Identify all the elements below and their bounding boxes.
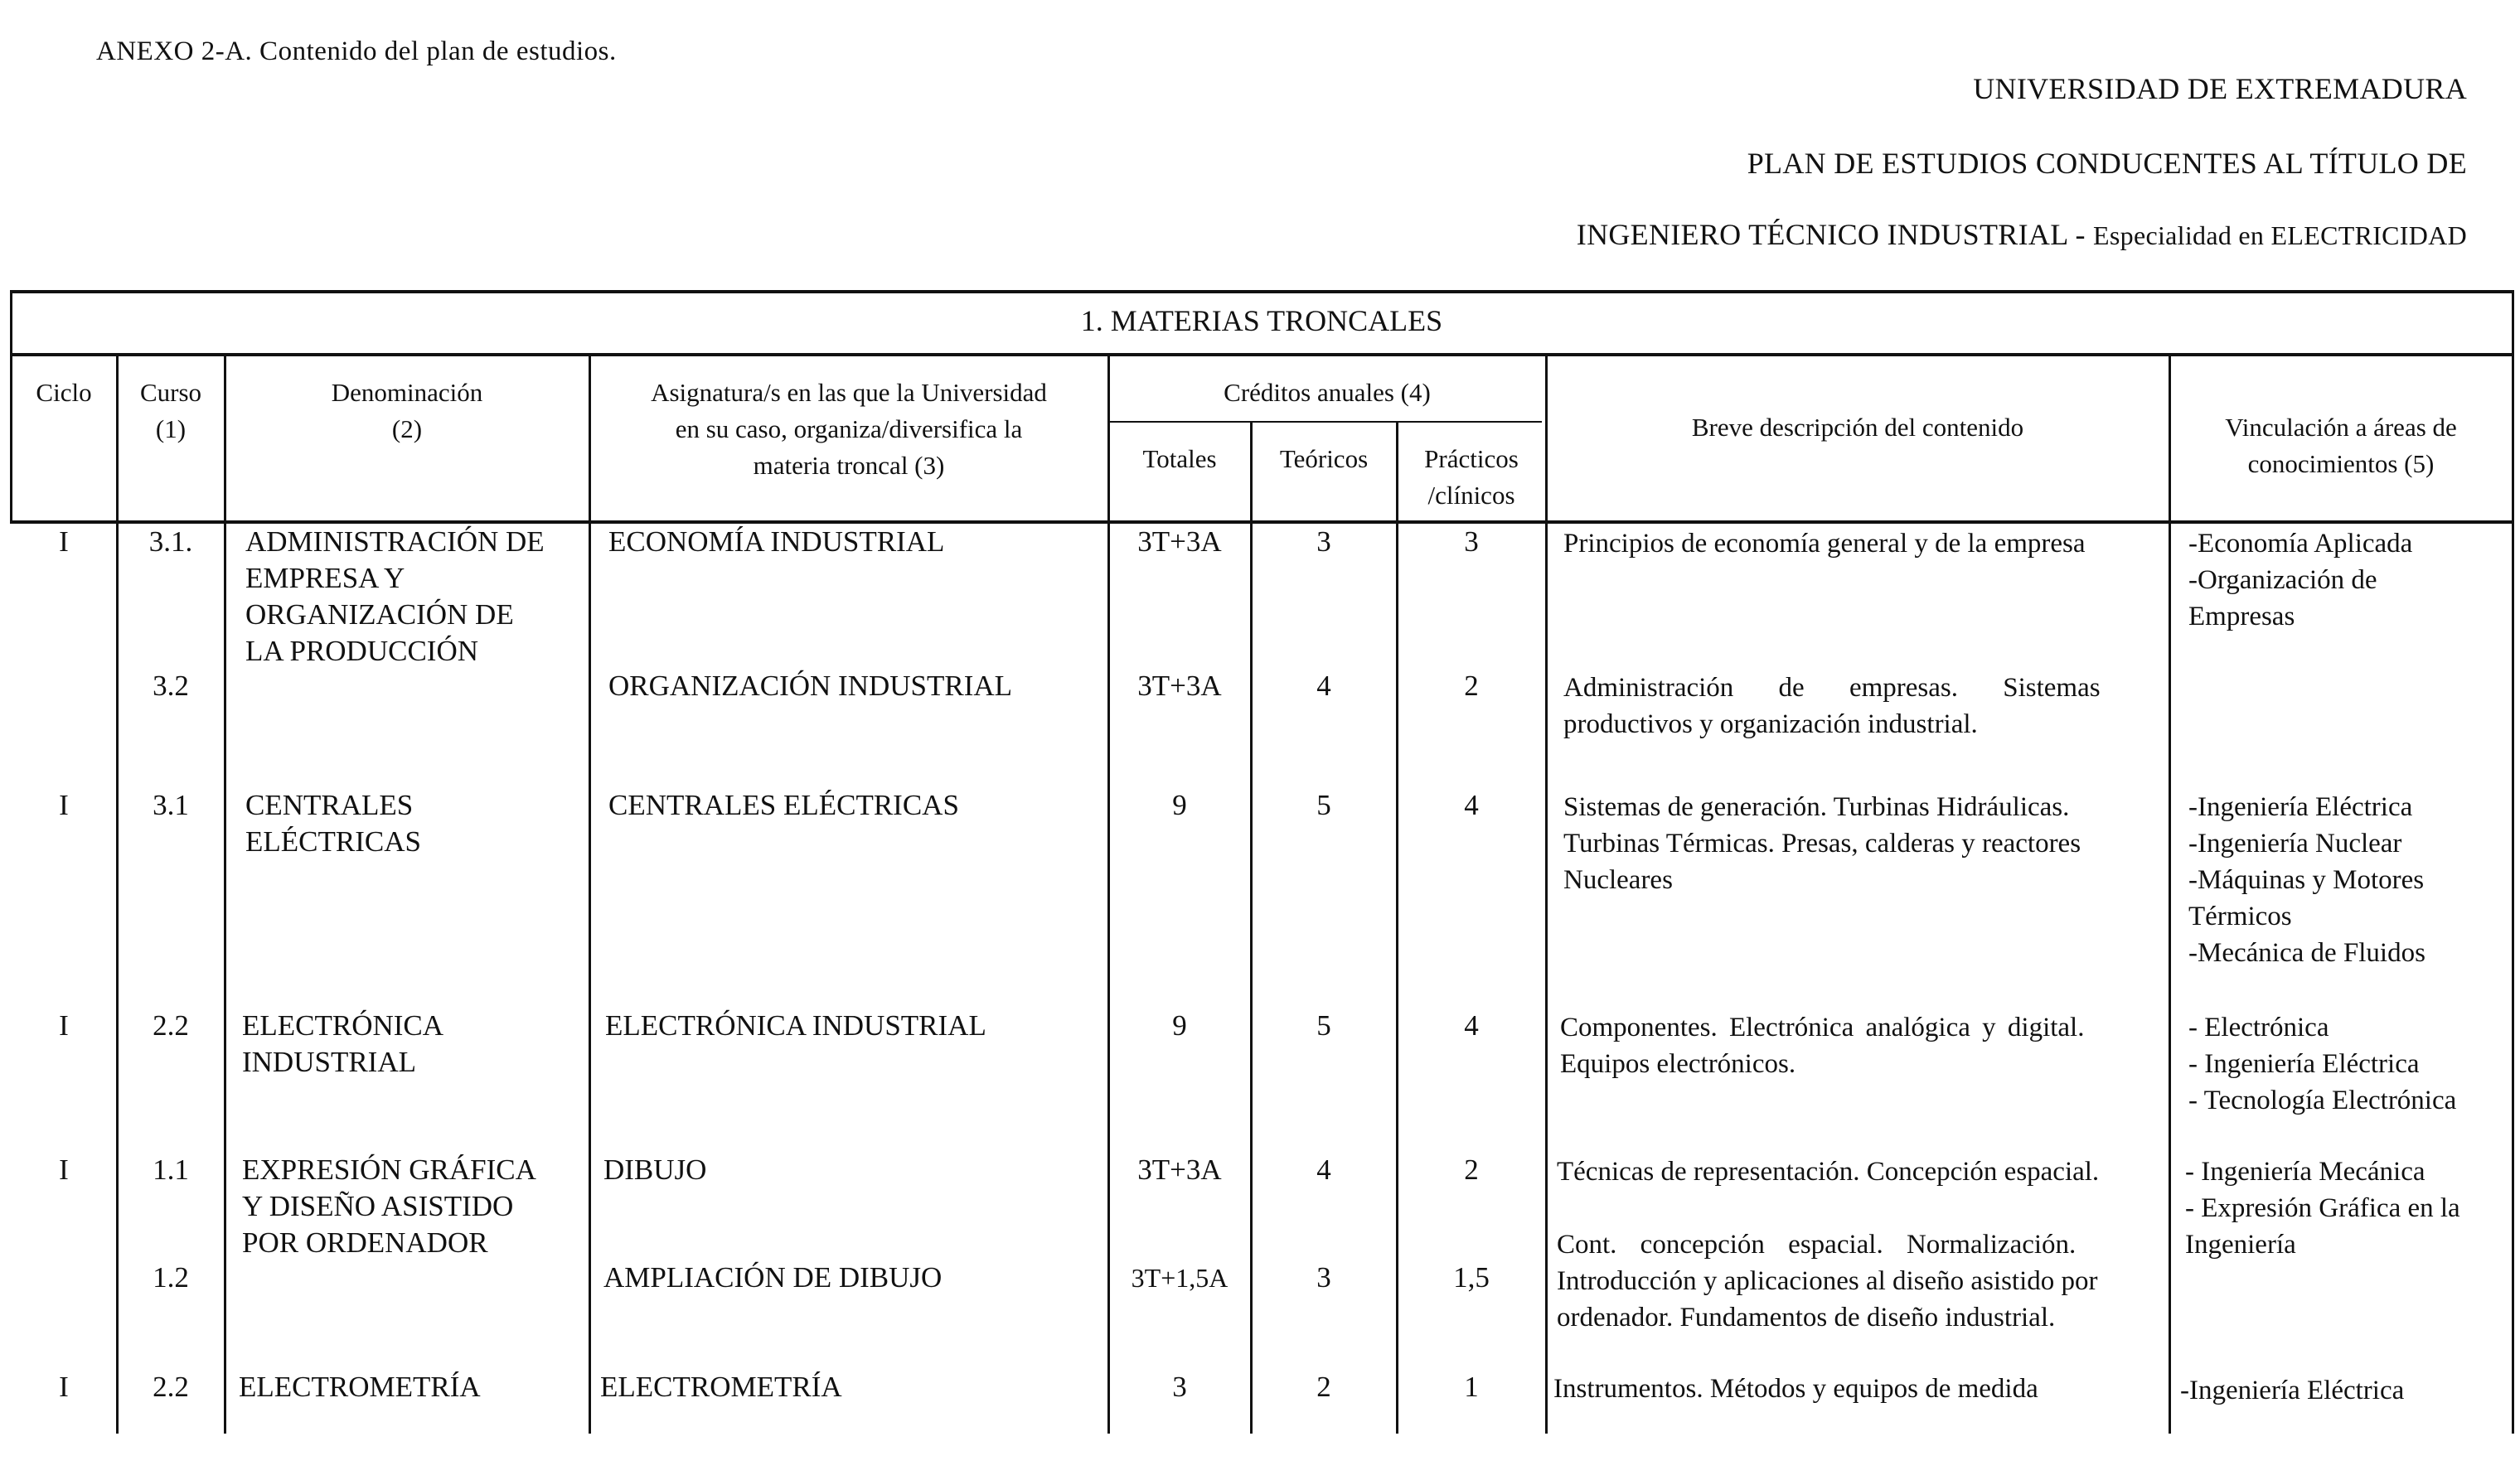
row1-vinculacion-line-3: Empresas <box>2188 602 2295 631</box>
row3-teoricos: 5 <box>1316 1009 1331 1042</box>
row3-denominacion <box>242 1008 585 1081</box>
row1b-curso: 3.2 <box>153 670 189 702</box>
annex-label: ANEXO 2-A. Contenido del plan de estudios. <box>96 36 617 66</box>
row4-denominacion-line-1: EXPRESIÓN GRÁFICA <box>242 1154 536 1186</box>
row1-totales: 3T+3A <box>1137 525 1222 558</box>
header-ciclo <box>12 375 116 411</box>
row3-totales: 9 <box>1172 1009 1187 1042</box>
header-denominacion-label: Denominación <box>331 378 483 407</box>
row5-ciclo: I <box>59 1371 69 1403</box>
row1b-totales: 3T+3A <box>1137 670 1222 702</box>
row1-curso: 3.1. <box>148 525 193 558</box>
row3-practicos: 4 <box>1464 1009 1479 1042</box>
row3-denominacion-line-1: ELECTRÓNICA <box>242 1009 444 1042</box>
degree-title <box>1577 217 2467 252</box>
row4-vinculacion-line-1: - Ingeniería Mecánica <box>2185 1157 2426 1187</box>
row1-denominacion-line-1: ADMINISTRACIÓN DE <box>245 525 545 558</box>
row2-descripcion <box>1563 789 2160 898</box>
row4b-descripcion-line-2: Introducción y aplicaciones al diseño asistido por <box>1557 1266 2098 1296</box>
header-curso <box>118 375 224 447</box>
table-title: 1. MATERIAS TRONCALES <box>1080 304 1443 337</box>
row1-practicos: 3 <box>1464 525 1479 558</box>
row2-vinculacion-line-5: -Mecánica de Fluidos <box>2188 938 2426 968</box>
header-descripcion: Breve descripción del contenido <box>1691 413 2024 442</box>
row4b-practicos: 1,5 <box>1453 1261 1490 1294</box>
row4-vinculacion <box>2185 1154 2508 1263</box>
row1-teoricos: 3 <box>1316 525 1331 558</box>
row1-denominacion-line-3: ORGANIZACIÓN DE <box>245 598 514 631</box>
header-curso-label: Curso <box>139 378 202 407</box>
row1b-asignatura: ORGANIZACIÓN INDUSTRIAL <box>608 670 1013 702</box>
row5-asignatura: ELECTROMETRÍA <box>600 1371 842 1403</box>
row3-vinculacion-line-1: - Electrónica <box>2188 1013 2329 1042</box>
row3-vinculacion <box>2188 1009 2508 1119</box>
row2-practicos: 4 <box>1464 789 1479 821</box>
row1b-descripcion-line-1: Administración de empresas. Sistemas <box>1563 673 2101 703</box>
row1b-descripcion-line-2: productivos y organización industrial. <box>1563 709 1978 739</box>
row3-descripcion <box>1560 1009 2157 1082</box>
row4-denominacion-line-2: Y DISEÑO ASISTIDO <box>242 1190 514 1222</box>
row1b-practicos: 2 <box>1464 670 1479 702</box>
row1-denominacion-line-2: EMPRESA Y <box>245 562 405 594</box>
title-bottom-border <box>10 353 2513 356</box>
row1-vinculacion-line-1: -Economía Aplicada <box>2188 529 2413 559</box>
row1-ciclo: I <box>59 525 69 558</box>
row4-teoricos: 4 <box>1316 1154 1331 1186</box>
row3-denominacion-line-2: INDUSTRIAL <box>242 1046 416 1078</box>
header-vinculacion-line-1: Vinculación a áreas de <box>2225 413 2457 442</box>
row2-curso: 3.1 <box>153 789 189 821</box>
row5-descripcion: Instrumentos. Métodos y equipos de medida <box>1553 1374 2038 1404</box>
header-asignatura-line-1: Asignatura/s en las que la Universidad <box>651 378 1047 407</box>
row2-descripcion-line-3: Nucleares <box>1563 865 1673 895</box>
university-name: UNIVERSIDAD DE EXTREMADURA <box>1973 72 2467 105</box>
row2-totales: 9 <box>1172 789 1187 821</box>
row2-vinculacion-line-1: -Ingeniería Eléctrica <box>2188 792 2413 822</box>
row5-teoricos: 2 <box>1316 1371 1331 1403</box>
row1b-descripcion <box>1563 670 2152 742</box>
row1-vinculacion <box>2188 525 2508 635</box>
header-asignatura-line-3: materia troncal (3) <box>753 451 945 480</box>
row2-teoricos: 5 <box>1316 789 1331 821</box>
row2-denominacion-line-2: ELÉCTRICAS <box>245 825 421 858</box>
header-practicos-line-2: /clínicos <box>1427 481 1515 510</box>
row4-practicos: 2 <box>1464 1154 1479 1186</box>
row4b-descripcion-line-1: Cont. concepción espacial. Normalización. <box>1557 1230 2077 1260</box>
row1-vinculacion-line-2: -Organización de <box>2188 565 2377 595</box>
row3-ciclo: I <box>59 1009 69 1042</box>
row1-denominacion <box>245 524 585 670</box>
header-practicos-line-1: Prácticos <box>1424 444 1519 473</box>
row2-vinculacion <box>2188 789 2508 971</box>
row2-denominacion <box>245 787 585 860</box>
header-creditos: Créditos anuales (4) <box>1224 378 1431 407</box>
row3-descripcion-line-1: Componentes. Electrónica analógica y digital. <box>1560 1013 2085 1042</box>
row1b-teoricos: 4 <box>1316 670 1331 702</box>
row5-curso: 2.2 <box>153 1371 189 1403</box>
header-vinculacion <box>2170 409 2512 482</box>
row5-practicos: 1 <box>1464 1371 1479 1403</box>
row2-ciclo: I <box>59 789 69 821</box>
header-denominacion-note: (2) <box>391 414 423 443</box>
row2-descripcion-line-1: Sistemas de generación. Turbinas Hidráulicas. <box>1563 792 2070 822</box>
table-top-border <box>10 290 2513 293</box>
table-right-border <box>2512 290 2514 1434</box>
col-divider-descripcion <box>2169 355 2171 1434</box>
col-divider-creditos <box>1545 355 1548 1434</box>
row2-descripcion-line-2: Turbinas Térmicas. Presas, calderas y reactores <box>1563 829 2081 858</box>
row4-asignatura: DIBUJO <box>603 1154 707 1186</box>
row4b-totales: 3T+1,5A <box>1131 1263 1228 1293</box>
row4-vinculacion-line-2: - Expresión Gráfica en la <box>2185 1193 2460 1223</box>
row4b-curso: 1.2 <box>153 1261 189 1294</box>
header-totales: Totales <box>1142 444 1217 473</box>
row4b-descripcion-line-3: ordenador. Fundamentos de diseño industrial. <box>1557 1303 2056 1332</box>
row1-descripcion: Principios de economía general y de la empresa <box>1563 529 2086 559</box>
row2-denominacion-line-1: CENTRALES <box>245 789 414 821</box>
row4-totales: 3T+3A <box>1137 1154 1222 1186</box>
row1-asignatura: ECONOMÍA INDUSTRIAL <box>608 525 945 558</box>
row3-vinculacion-line-3: - Tecnología Electrónica <box>2188 1086 2457 1115</box>
row2-vinculacion-line-3: -Máquinas y Motores <box>2188 865 2425 895</box>
creditos-divider <box>1109 421 1542 423</box>
header-denominacion <box>225 375 589 447</box>
row4b-teoricos: 3 <box>1316 1261 1331 1294</box>
row5-denominacion: ELECTROMETRÍA <box>239 1371 481 1403</box>
row5-vinculacion: -Ingeniería Eléctrica <box>2180 1376 2405 1405</box>
col-divider-curso <box>224 355 226 1434</box>
row3-vinculacion-line-2: - Ingeniería Eléctrica <box>2188 1049 2420 1079</box>
row4-vinculacion-line-3: Ingeniería <box>2185 1230 2296 1260</box>
header-asignatura-line-2: en su caso, organiza/diversifica la <box>675 414 1023 443</box>
header-vinculacion-line-2: conocimientos (5) <box>2247 449 2435 478</box>
degree-main: INGENIERO TÉCNICO INDUSTRIAL - <box>1576 218 2086 251</box>
row4-descripcion: Técnicas de representación. Concepción espacial. <box>1557 1157 2100 1187</box>
plan-title: PLAN DE ESTUDIOS CONDUCENTES AL TÍTULO DE <box>1747 147 2467 180</box>
row2-asignatura: CENTRALES ELÉCTRICAS <box>608 789 959 821</box>
row3-curso: 2.2 <box>153 1009 189 1042</box>
header-practicos <box>1398 441 1545 514</box>
row2-vinculacion-line-2: -Ingeniería Nuclear <box>2188 829 2402 858</box>
row3-asignatura: ELECTRÓNICA INDUSTRIAL <box>605 1009 986 1042</box>
row4b-descripcion <box>1557 1226 2162 1336</box>
row4b-asignatura: AMPLIACIÓN DE DIBUJO <box>603 1261 943 1294</box>
row2-vinculacion-line-4: Térmicos <box>2188 902 2292 931</box>
row3-descripcion-line-2: Equipos electrónicos. <box>1560 1049 1796 1079</box>
row4-denominacion <box>242 1152 585 1261</box>
degree-specialty: Especialidad en ELECTRICIDAD <box>2093 220 2467 250</box>
header-ciclo-label: Ciclo <box>36 378 92 407</box>
header-asignatura <box>590 375 1107 484</box>
row1-denominacion-line-4: LA PRODUCCIÓN <box>245 635 479 667</box>
row4-ciclo: I <box>59 1154 69 1186</box>
row4-denominacion-line-3: POR ORDENADOR <box>242 1226 488 1259</box>
col-divider-denominacion <box>589 355 591 1434</box>
row4-curso: 1.1 <box>153 1154 189 1186</box>
header-curso-note: (1) <box>155 414 187 443</box>
header-teoricos: Teóricos <box>1279 444 1369 473</box>
row5-totales: 3 <box>1172 1371 1187 1403</box>
